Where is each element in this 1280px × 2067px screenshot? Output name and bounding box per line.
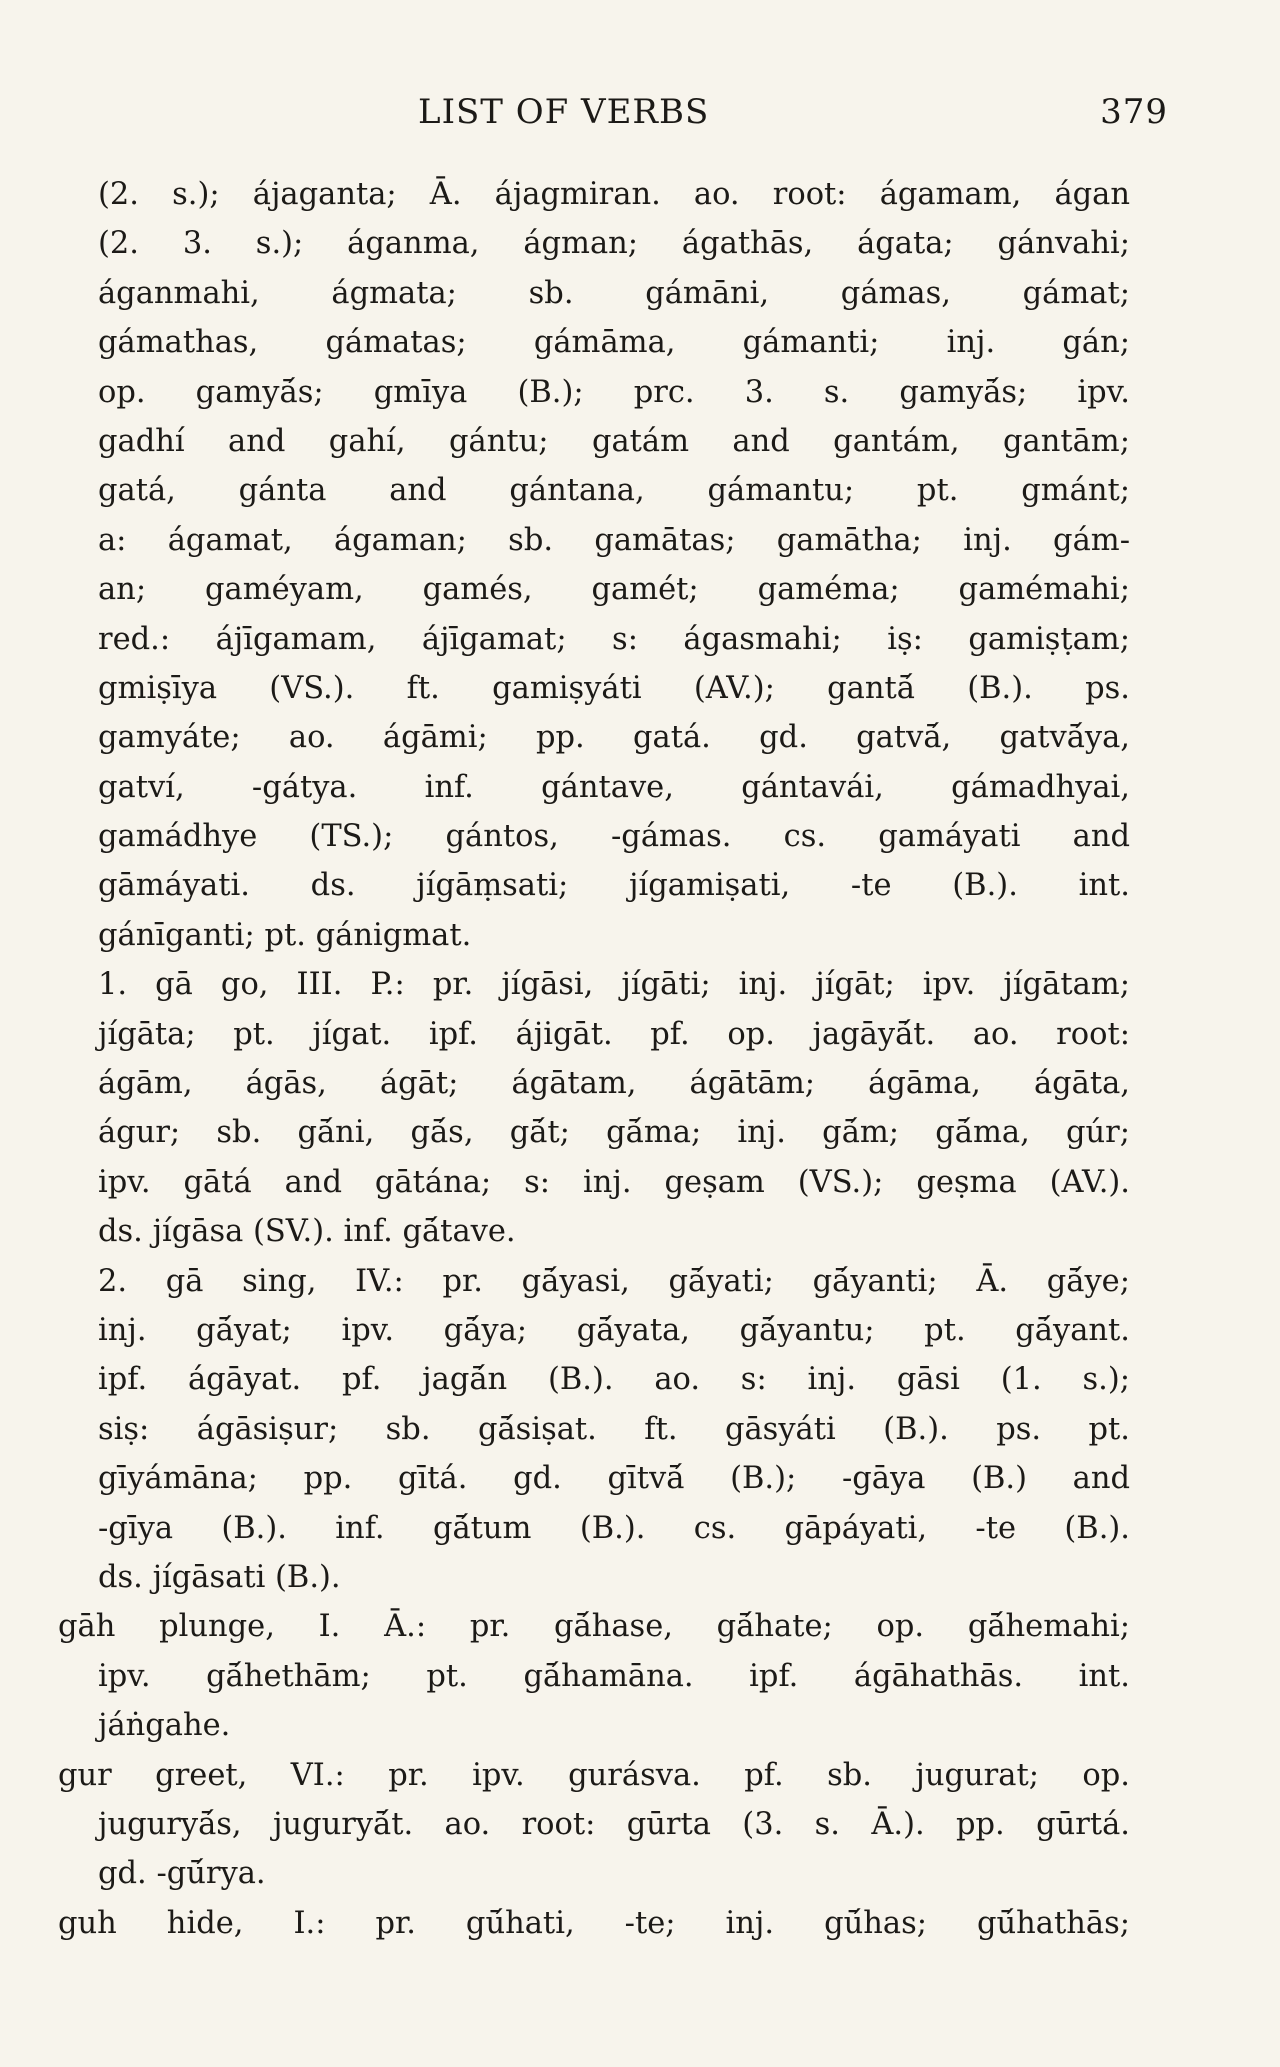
text-line: gamádhye (TS.); gántos, -gámas. cs. gamáyati and: [98, 819, 1130, 855]
running-header: [98, 92, 1182, 142]
text-line: gāh plunge, I. Ā.: pr. gā́hase, gā́hate; op. gā́hemahi;: [58, 1609, 1130, 1645]
text-line: guh hide, I.: pr. gū́hati, -te; inj. gū́has; gū́hathās;: [58, 1905, 1130, 1941]
text-line: gatví, -gátya. inf. gántave, gántavái, gámadhyai,: [98, 769, 1130, 805]
text-line: águr; sb. gā́ni, gā́s, gā́t; gā́ma; inj. gā́m; gā́ma, gúr;: [98, 1115, 1130, 1151]
text-line: 1. gā go, III. P.: pr. jígāsi, jígāti; inj. jígāt; ipv. jígātam;: [98, 967, 1130, 1003]
text-line: inj. gā́yat; ipv. gā́ya; gā́yata, gā́yantu; pt. gā́yant.: [98, 1312, 1130, 1348]
text-line: gatá, gánta and gántana, gámantu; pt. gmánt;: [98, 473, 1130, 509]
text-line: ds. jígāsati (B.).: [98, 1559, 341, 1595]
text-line: (2. s.); ájaganta; Ā. ájagmiran. ao. root: ágamam, ágan: [98, 177, 1130, 212]
text-line: gadhí and gahí, gántu; gatám and gantám, gantām;: [98, 423, 1130, 459]
page-number: 379: [1100, 92, 1168, 132]
text-line: gánīganti; pt. gánigmat.: [98, 917, 472, 953]
text-line: ipv. gā́hethām; pt. gā́hamāna. ipf. ágāhathās. int.: [98, 1658, 1130, 1694]
text-line: (2. 3. s.); áganma, ágman; ágathās, ágata; gánvahi;: [98, 226, 1130, 262]
text-line: a: ágamat, ágaman; sb. gamātas; gamātha; inj. gám-: [98, 522, 1130, 558]
text-line: red.: ájīgamam, ájīgamat; s: ágasmahi; iṣ: gamiṣṭam;: [98, 621, 1130, 657]
text-line: jáṅgahe.: [98, 1708, 231, 1744]
text-line: gur greet, VI.: pr. ipv. gurásva. pf. sb. jugurat; op.: [58, 1757, 1130, 1793]
text-line: ipv. gātá and gātána; s: inj. geṣam (VS.); geṣma (AV.).: [98, 1164, 1130, 1200]
text-line: ágām, ágās, ágāt; ágātam, ágātām; ágāma, ágāta,: [98, 1066, 1130, 1102]
page-title: LIST OF VERBS: [418, 92, 710, 132]
text-line: gamyáte; ao. ágāmi; pp. gatá. gd. gatvā́, gatvā́ya,: [98, 720, 1130, 756]
text-line: gámathas, gámatas; gámāma, gámanti; inj. gán;: [98, 325, 1130, 361]
text-line: jígāta; pt. jígat. ipf. ájigāt. pf. op. jagāyā́t. ao. root:: [98, 1016, 1130, 1052]
verb-list-body: [58, 170, 1130, 1948]
text-line: an; gaméyam, gamés, gamét; gaméma; gamémahi;: [98, 572, 1130, 608]
text-line: gd. -gū́rya.: [98, 1856, 266, 1892]
text-line: 2. gā sing, IV.: pr. gā́yasi, gā́yati; gā́yanti; Ā. gā́ye;: [98, 1263, 1130, 1299]
text-line: gāmáyati. ds. jígāṃsati; jígamiṣati, -te (B.). int.: [98, 868, 1130, 904]
text-line: ipf. ágāyat. pf. jagā́n (B.). ao. s: inj. gāsi (1. s.);: [98, 1362, 1130, 1398]
text-line: gīyámāna; pp. gītá. gd. gītvā́ (B.); -gāya (B.) and: [98, 1461, 1130, 1497]
text-line: gmiṣīya (VS.). ft. gamiṣyáti (AV.); gantā́ (B.). ps.: [98, 670, 1130, 706]
text-line: siṣ: ágāsiṣur; sb. gā́siṣat. ft. gāsyáti (B.). ps. pt.: [98, 1411, 1130, 1447]
text-line: juguryā́s, juguryā́t. ao. root: gūrta (3. s. Ā.). pp. gūrtá.: [98, 1806, 1130, 1842]
text-line: áganmahi, ágmata; sb. gámāni, gámas, gámat;: [98, 275, 1130, 311]
text-line: -gīya (B.). inf. gā́tum (B.). cs. gāpáyati, -te (B.).: [98, 1510, 1130, 1546]
text-line: op. gamyā́s; gmīya (B.); prc. 3. s. gamyā́s; ipv.: [98, 374, 1130, 410]
text-line: ds. jígāsa (SV.). inf. gā́tave.: [98, 1214, 516, 1250]
